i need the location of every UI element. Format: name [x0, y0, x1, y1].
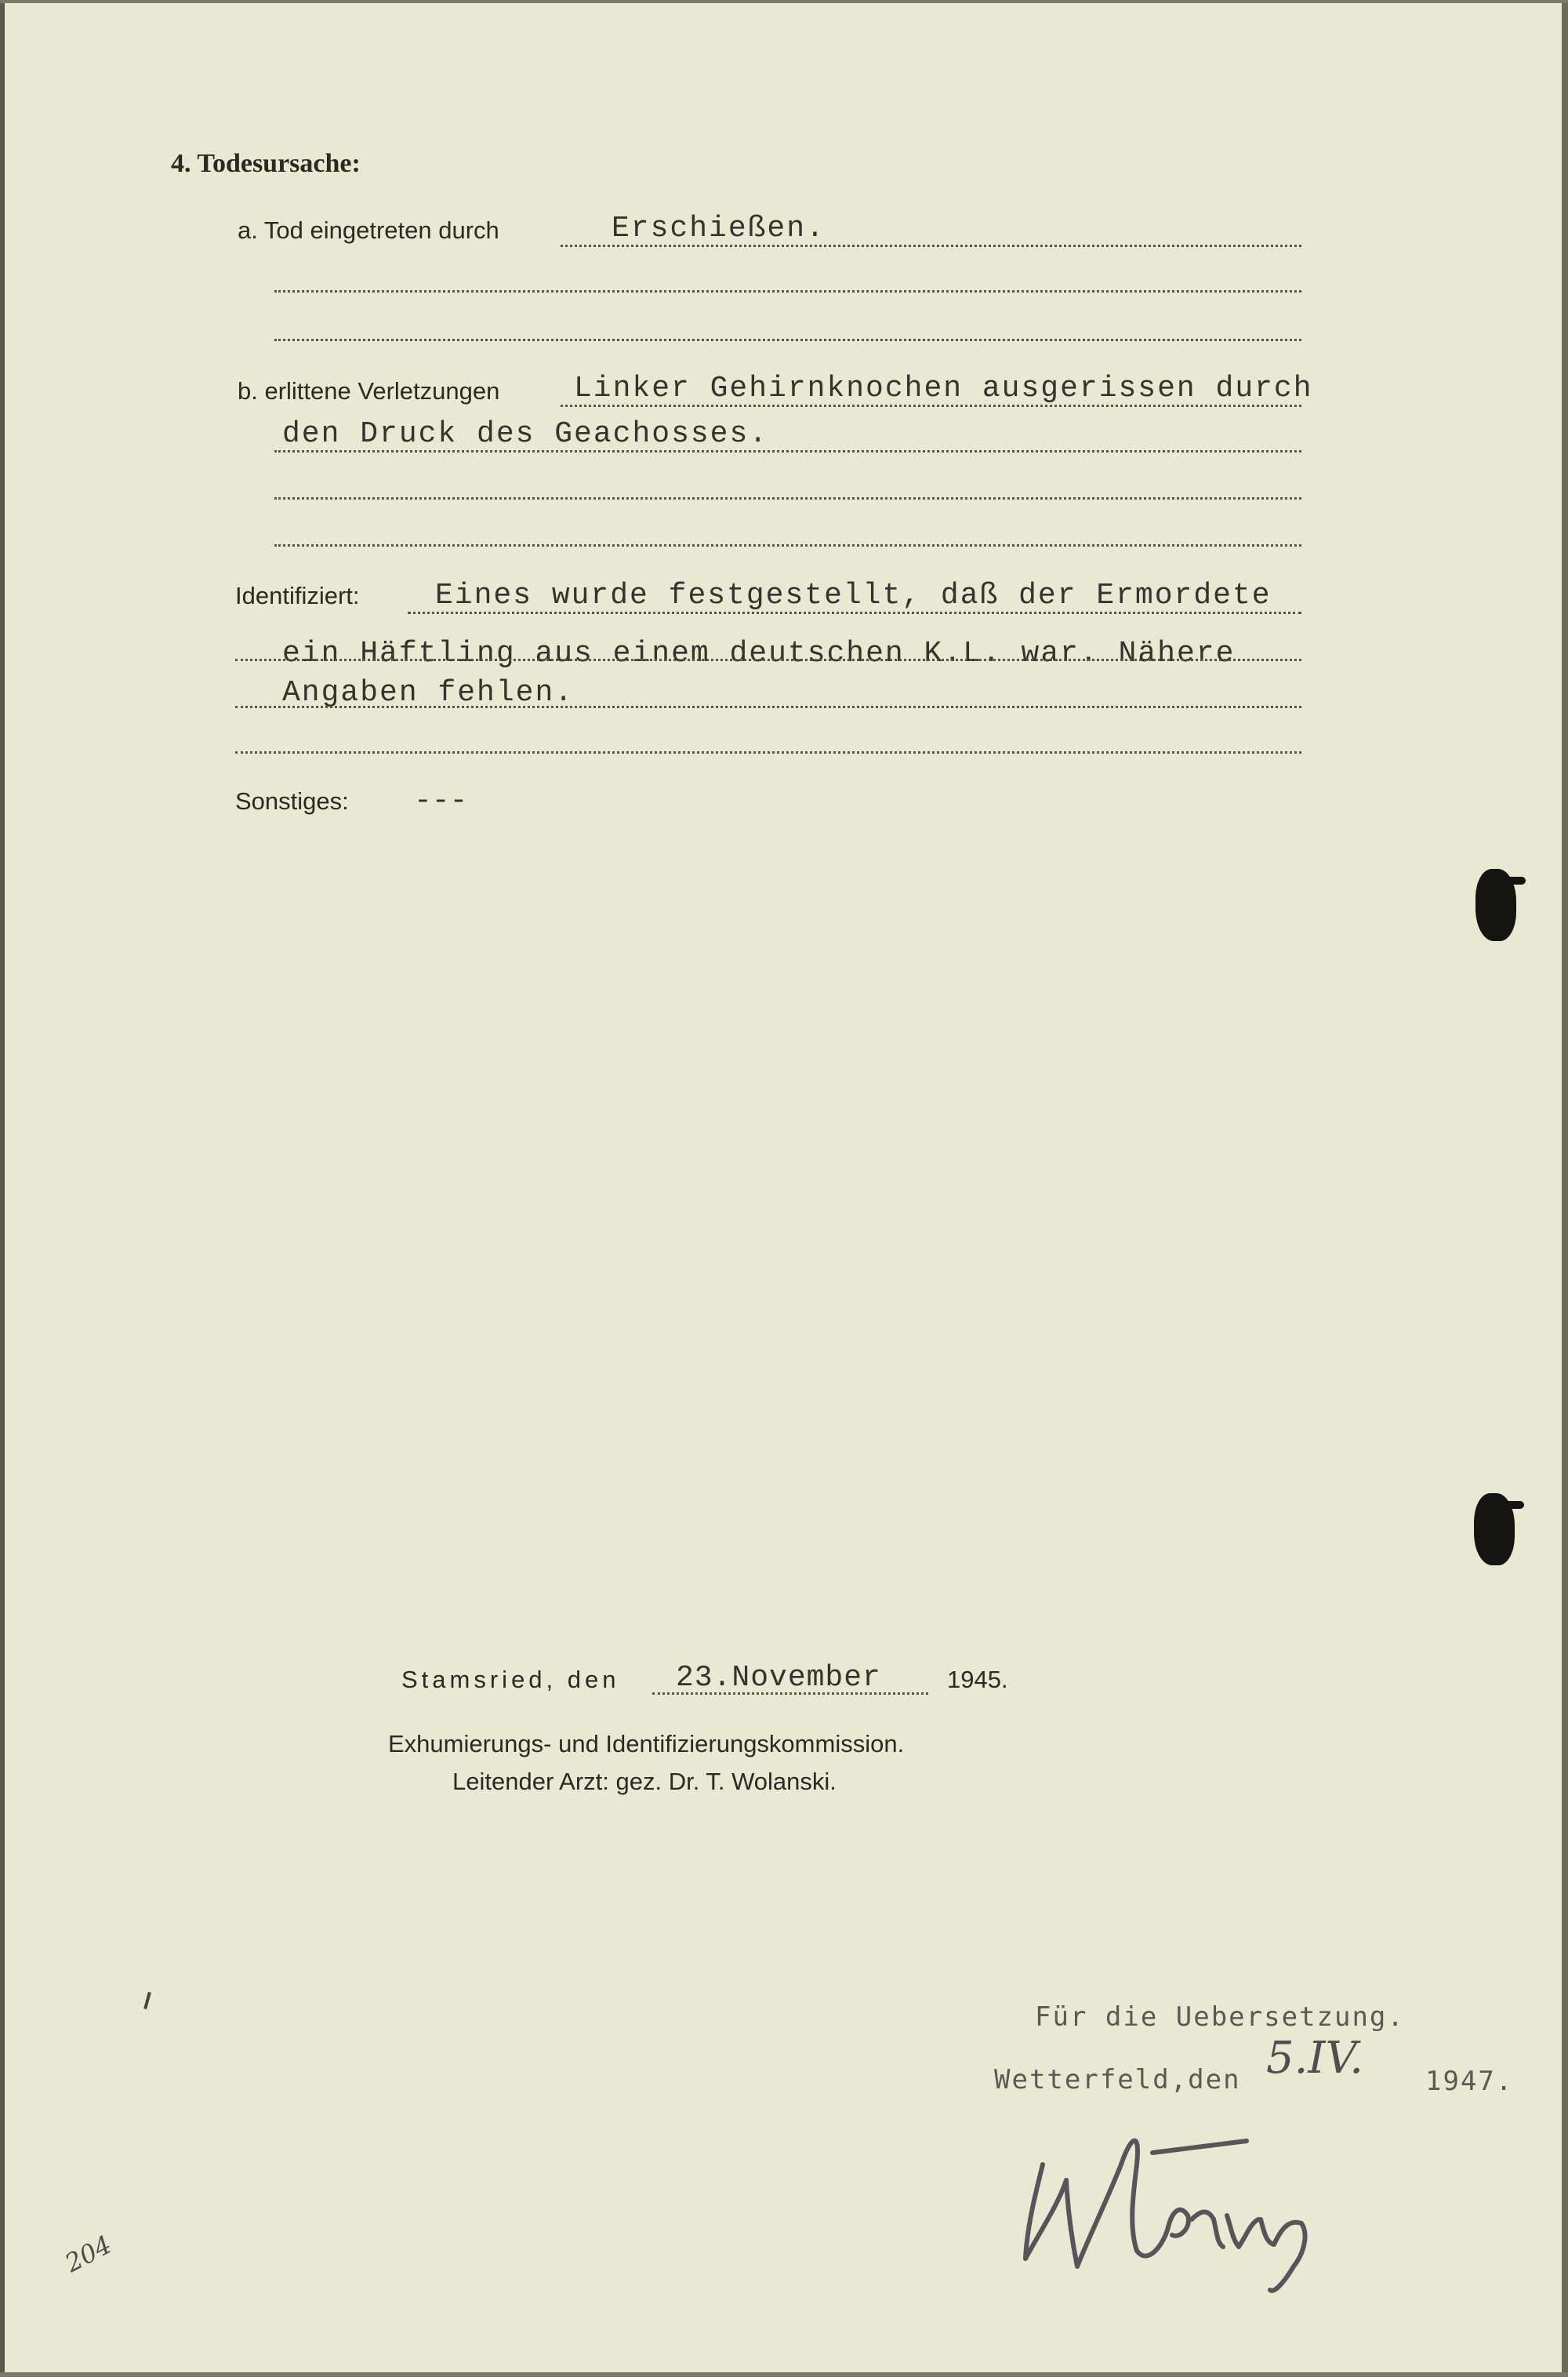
dotted-line	[235, 659, 1301, 661]
cause-of-death-heading: 4. Todesursache:	[171, 149, 361, 178]
identified-label: Identifiziert:	[235, 582, 360, 609]
translation-stamp-year: 1947.	[1425, 2066, 1514, 2097]
punch-hole	[1474, 1493, 1515, 1565]
dotted-line	[274, 450, 1301, 453]
translation-stamp-line-1: Für die Uebersetzung.	[1035, 2001, 1405, 2033]
injuries-value-line-2: den Druck des Geachosses.	[282, 417, 769, 451]
dotted-line	[274, 497, 1301, 500]
dotted-line	[408, 612, 1301, 614]
page-edge-bottom	[0, 2372, 1568, 2377]
translation-stamp-date: 5.IV.	[1266, 2033, 1364, 2084]
dotted-line	[561, 405, 1301, 407]
death-cause-value: Erschießen.	[612, 212, 826, 245]
identified-line-3: Angaben fehlen.	[282, 676, 575, 710]
place-date: 23.November	[676, 1661, 881, 1695]
other-label: Sonstiges:	[235, 787, 349, 815]
place-year: 1945.	[947, 1666, 1008, 1693]
dotted-line	[652, 1692, 928, 1695]
place-label: Stamsried, den	[401, 1666, 620, 1693]
dotted-line	[235, 706, 1301, 708]
commission-name: Exhumierungs- und Identifizierungskommission.	[388, 1730, 905, 1757]
stray-mark	[143, 1992, 151, 2009]
death-cause-label: a. Tod eingetreten durch	[238, 216, 499, 244]
dotted-line	[274, 339, 1301, 341]
leading-doctor: Leitender Arzt: gez. Dr. T. Wolanski.	[452, 1768, 837, 1795]
dotted-line	[274, 544, 1301, 547]
other-value: ---	[414, 784, 468, 818]
identified-line-2: ein Häftling aus einem deutschen K.L. war. Nähere	[282, 637, 1236, 671]
translation-stamp-place: Wetterfeld,den	[994, 2064, 1241, 2095]
dotted-line	[274, 290, 1301, 293]
injuries-label: b. erlittene Verletzungen	[238, 377, 500, 405]
page-edge-right	[1562, 0, 1568, 2377]
page-edge-left	[0, 0, 5, 2377]
page-number-note: 204	[60, 2229, 117, 2279]
page-edge-top	[0, 0, 1568, 3]
punch-hole	[1475, 869, 1516, 941]
injuries-value-line-1: Linker Gehirnknochen ausgerissen durch	[574, 372, 1313, 405]
dotted-line	[235, 751, 1301, 754]
handwritten-signature	[1011, 2110, 1356, 2298]
dotted-line	[561, 245, 1301, 247]
identified-line-1: Eines wurde festgestellt, daß der Ermordete	[435, 579, 1272, 612]
